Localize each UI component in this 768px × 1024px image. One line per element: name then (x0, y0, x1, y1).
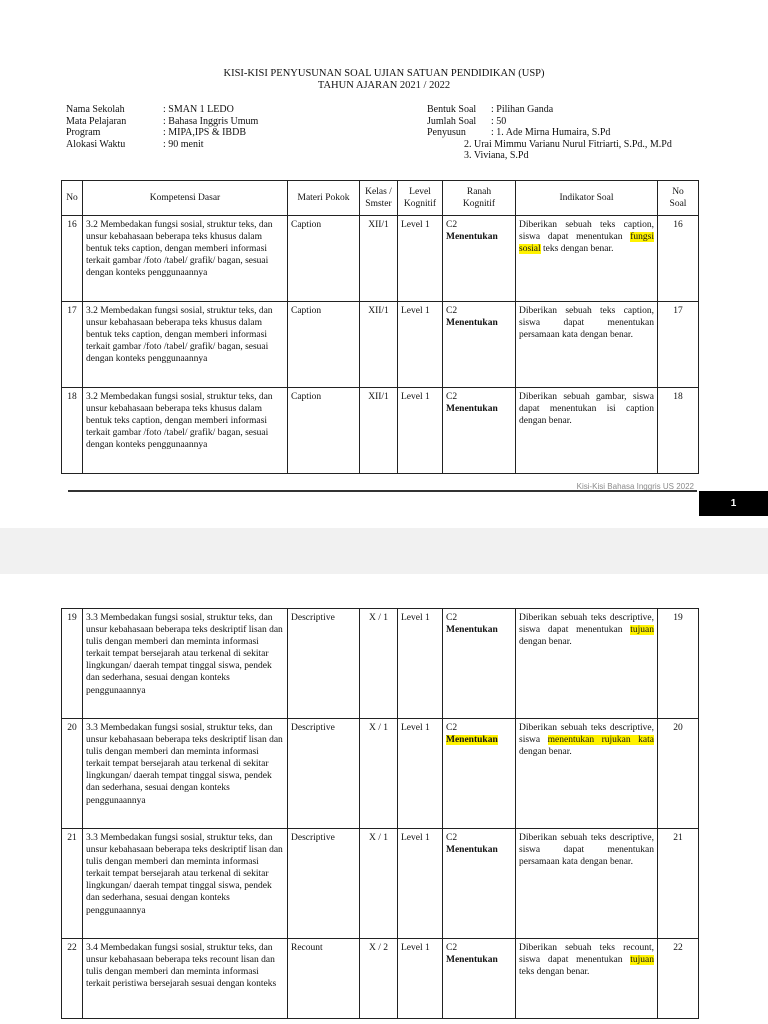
cell-materi: Recount (288, 939, 360, 1019)
cell-no-soal: 20 (658, 719, 699, 829)
cell-level: Level 1 (398, 829, 443, 939)
meta-author: Penyusun : 1. Ade Mirna Humaira, S.Pd (427, 127, 611, 138)
title-line-2: TAHUN AJARAN 2021 / 2022 (317, 80, 451, 91)
header-level: Level Kognitif (398, 181, 443, 216)
document-title (0, 68, 768, 92)
table-header-row (62, 181, 699, 216)
kisi-kisi-table-page-2 (61, 608, 699, 1019)
highlight: Menentukan (446, 735, 498, 746)
cell-indikator: Diberikan sebuah teks descriptive, siswa menentukan rujukan kata dengan benar. (516, 719, 658, 829)
header-no: No (62, 181, 83, 216)
cell-level: Level 1 (398, 939, 443, 1019)
cell-ranah: C2 Menentukan (443, 302, 516, 388)
header-ranah: Ranah Kognitif (443, 181, 516, 216)
cell-no-soal: 21 (658, 829, 699, 939)
cell-no: 17 (62, 302, 83, 388)
cell-kd: 3.3 Membedakan fungsi sosial, struktur teks, dan unsur kebahasaan beberapa teks deskriptif lisan dan tulis dengan memberi dan meminta informasi terkait tempat bersejarah atau terkenal di sekitar lingkungan/ daerah tempat tinggal siswa, pendek dan sederhana, sesuai dengan konteks penggunaannya (83, 609, 288, 719)
highlight: fungsi sosial (519, 232, 654, 255)
cell-no-soal: 18 (658, 388, 699, 474)
cell-no-soal: 19 (658, 609, 699, 719)
kisi-kisi-table-page-1 (61, 180, 699, 474)
cell-indikator: Diberikan sebuah teks caption, siswa dapat menentukan persamaan kata dengan benar. (516, 302, 658, 388)
footer-text: Kisi-Kisi Bahasa Inggris US 2022 (576, 482, 694, 491)
cell-kd: 3.2 Membedakan fungsi sosial, struktur teks, dan unsur kebahasaan beberapa teks khusus dalam bentuk teks caption, dengan memberi informasi terkait gambar /foto /tabel/ grafik/ bagan, sesuai dengan konteks penggunaannya (83, 302, 288, 388)
cell-ranah: C2 Menentukan (443, 609, 516, 719)
cell-ranah: C2 Menentukan (443, 939, 516, 1019)
table-row (62, 609, 699, 719)
meta-author-3: 3. Viviana, S.Pd (464, 150, 529, 161)
cell-kelas: XII/1 (360, 388, 398, 474)
cell-kd: 3.3 Membedakan fungsi sosial, struktur teks, dan unsur kebahasaan beberapa teks deskriptif lisan dan tulis dengan memberi dan meminta informasi terkait tempat bersejarah atau terkenal di sekitar lingkungan/ daerah tempat tinggal siswa, pendek dan sederhana, sesuai dengan konteks penggunaannya (83, 719, 288, 829)
page-2 (0, 574, 768, 1024)
header-indikator: Indikator Soal (516, 181, 658, 216)
cell-ranah: C2 Menentukan (443, 216, 516, 302)
cell-indikator: Diberikan sebuah teks descriptive, siswa dapat menentukan tujuan dengan benar. (516, 609, 658, 719)
cell-indikator: Diberikan sebuah teks descriptive, siswa dapat menentukan persamaan kata dengan benar. (516, 829, 658, 939)
cell-ranah: C2 Menentukan (443, 388, 516, 474)
table-row (62, 719, 699, 829)
cell-materi: Caption (288, 302, 360, 388)
meta-time: Alokasi Waktu : 90 menit (66, 138, 204, 150)
cell-kelas: X / 1 (360, 609, 398, 719)
cell-level: Level 1 (398, 302, 443, 388)
highlight: tujuan (630, 955, 654, 966)
cell-indikator: Diberikan sebuah gambar, siswa dapat menentukan isi caption dengan benar. (516, 388, 658, 474)
cell-materi: Descriptive (288, 609, 360, 719)
cell-kd: 3.2 Membedakan fungsi sosial, struktur teks, dan unsur kebahasaan beberapa teks khusus dalam bentuk teks caption, dengan memberi informasi terkait gambar /foto /tabel/ grafik/ bagan, sesuai dengan konteks penggunaannya (83, 388, 288, 474)
meta-subject: Mata Pelajaran : Bahasa Inggris Umum (66, 115, 259, 127)
table-row (62, 388, 699, 474)
cell-kd: 3.4 Membedakan fungsi sosial, struktur teks, dan unsur kebahasaan beberapa teks recount lisan dan tulis dengan memberi dan meminta informasi terkait peristiwa bersejarah sesuai dengan konteks (83, 939, 288, 1019)
header-kelas: Kelas / Smster (360, 181, 398, 216)
meta-right (427, 104, 672, 162)
header-materi: Materi Pokok (288, 181, 360, 216)
title-line-1: KISI-KISI PENYUSUNAN SOAL UJIAN SATUAN PENDIDIKAN (USP) (223, 68, 545, 79)
cell-no-soal: 22 (658, 939, 699, 1019)
meta-question-count: Jumlah Soal : 50 (427, 115, 507, 127)
cell-kelas: XII/1 (360, 302, 398, 388)
cell-kelas: X / 2 (360, 939, 398, 1019)
cell-level: Level 1 (398, 388, 443, 474)
footer-divider (68, 490, 697, 492)
cell-indikator: Diberikan sebuah teks caption, siswa dapat menentukan fungsi sosial teks dengan benar. (516, 216, 658, 302)
table-row (62, 829, 699, 939)
cell-kd: 3.2 Membedakan fungsi sosial, struktur teks, dan unsur kebahasaan beberapa teks khusus dalam bentuk teks caption, dengan memberi informasi terkait gambar /foto /tabel/ grafik/ bagan, sesuai dengan konteks penggunaannya (83, 216, 288, 302)
cell-materi: Descriptive (288, 829, 360, 939)
cell-no: 21 (62, 829, 83, 939)
meta-left (66, 104, 258, 150)
cell-no: 20 (62, 719, 83, 829)
meta-author-2: 2. Urai Mimmu Varianu Nurul Fitriarti, S.Pd., M.Pd (464, 138, 672, 150)
cell-no: 16 (62, 216, 83, 302)
meta-question-type: Bentuk Soal : Pilihan Ganda (427, 104, 554, 115)
cell-level: Level 1 (398, 609, 443, 719)
meta-school: Nama Sekolah : SMAN 1 LEDO (66, 104, 234, 115)
page-number-badge: 1 (699, 491, 768, 516)
cell-materi: Caption (288, 388, 360, 474)
cell-no-soal: 17 (658, 302, 699, 388)
cell-no-soal: 16 (658, 216, 699, 302)
cell-no: 22 (62, 939, 83, 1019)
cell-level: Level 1 (398, 719, 443, 829)
table-row (62, 939, 699, 1019)
cell-ranah: C2 Menentukan (443, 719, 516, 829)
cell-materi: Descriptive (288, 719, 360, 829)
cell-no: 19 (62, 609, 83, 719)
cell-kelas: X / 1 (360, 719, 398, 829)
cell-no: 18 (62, 388, 83, 474)
cell-ranah: C2 Menentukan (443, 829, 516, 939)
cell-kd: 3.3 Membedakan fungsi sosial, struktur teks, dan unsur kebahasaan beberapa teks deskriptif lisan dan tulis dengan memberi dan meminta informasi terkait tempat bersejarah atau terkenal di sekitar lingkungan/ daerah tempat tinggal siswa, pendek dan sederhana, sesuai dengan konteks penggunaannya (83, 829, 288, 939)
cell-kelas: XII/1 (360, 216, 398, 302)
table-row (62, 302, 699, 388)
cell-kelas: X / 1 (360, 829, 398, 939)
header-no-soal: No Soal (658, 181, 699, 216)
highlight: menentukan rujukan kata (547, 735, 654, 746)
header-kd: Kompetensi Dasar (83, 181, 288, 216)
cell-indikator: Diberikan sebuah teks recount, siswa dapat menentukan tujuan teks dengan benar. (516, 939, 658, 1019)
cell-level: Level 1 (398, 216, 443, 302)
table-row (62, 216, 699, 302)
cell-materi: Caption (288, 216, 360, 302)
highlight: tujuan (630, 625, 654, 636)
meta-program: Program : MIPA,IPS & IBDB (66, 127, 246, 138)
